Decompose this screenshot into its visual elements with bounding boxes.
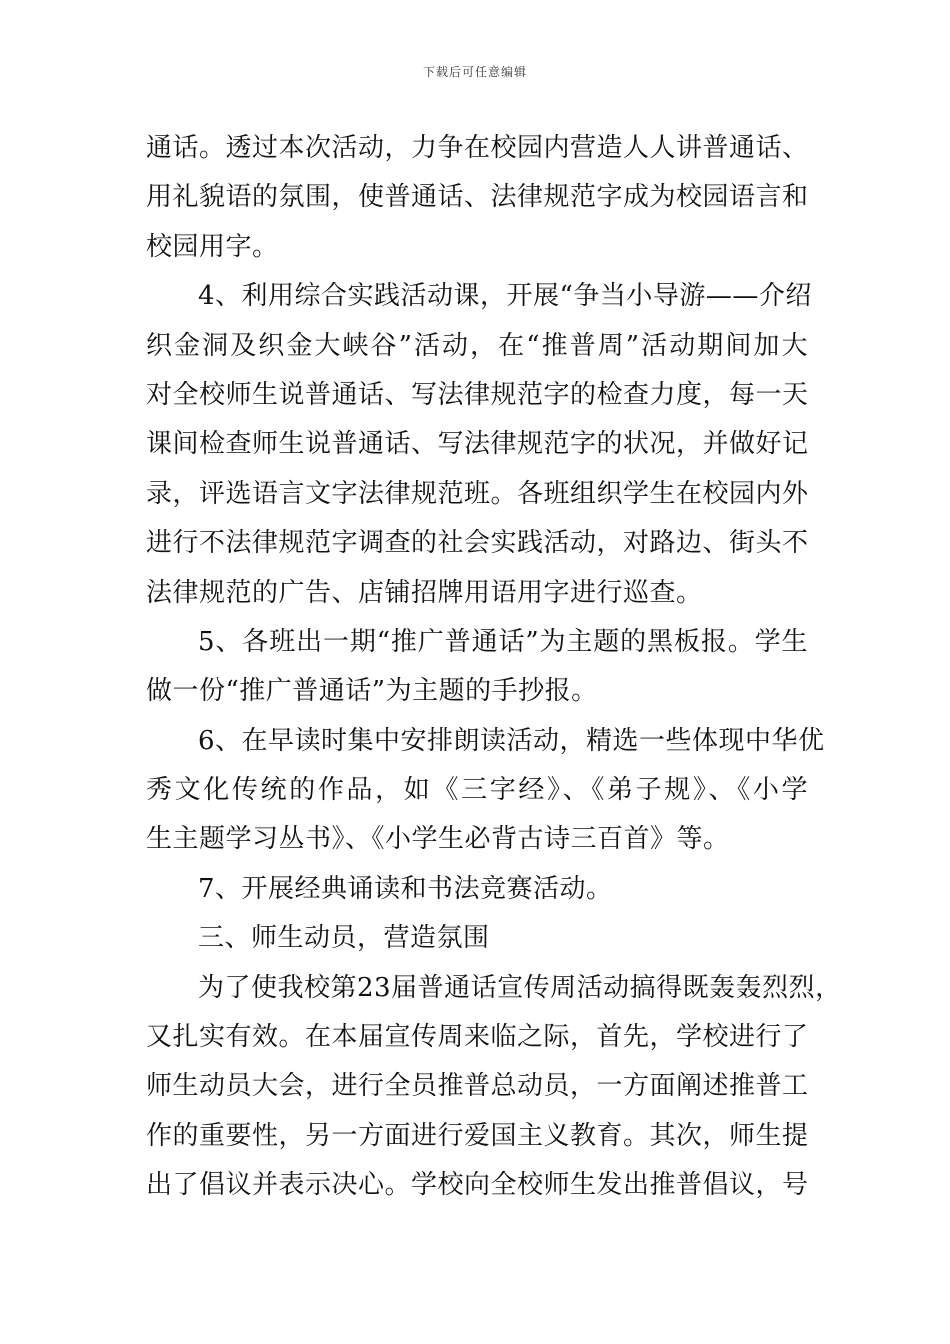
- text-line: 师生动员大会，进行全员推普总动员，一方面阐述推普工: [146, 1071, 809, 1102]
- document-body: [146, 124, 842, 1211]
- text-line: 进行不法律规范字调查的社会实践活动，对路边、街头不: [146, 528, 809, 559]
- text-line: 为了使我校第23届普通话宣传周活动搞得既轰轰烈烈，: [198, 972, 842, 1003]
- text-line: 三、师生动员，营造氛围: [198, 923, 490, 954]
- text-line: 用礼貌语的氛围，使普通话、法律规范字成为校园语言和: [146, 182, 809, 213]
- text-line: 6、在早读时集中安排朗读活动，精选一些体现中华优: [198, 725, 825, 756]
- text-line: 法律规范的广告、店铺招牌用语用字进行巡查。: [146, 577, 703, 608]
- text-line: 秀文化传统的作品，如《三字经》、《弟子规》、《小学: [146, 775, 808, 806]
- text-line: 校园用字。: [146, 231, 279, 262]
- page-header: 下载后可任意编辑: [422, 65, 527, 79]
- text-line: 4、利用综合实践活动课，开展“争当小导游——介绍: [198, 281, 812, 312]
- text-line: 生主题学习丛书》、《小学生必背古诗三百首》等。: [146, 824, 730, 855]
- text-line: 5、各班出一期“推广普通话”为主题的黑板报。学生: [198, 626, 808, 657]
- text-line: 做一份“推广普通话”为主题的手抄报。: [146, 676, 598, 707]
- text-line: 录，评选语言文字法律规范班。各班组织学生在校园内外: [146, 478, 809, 509]
- text-line: 织金洞及织金大峡谷”活动，在“推普周”活动期间加大: [146, 330, 808, 361]
- text-line: 作的重要性，另一方面进行爱国主义教育。其次，师生提: [146, 1120, 809, 1151]
- text-line: 通话。透过本次活动，力争在校园内营造人人讲普通话、: [146, 133, 809, 163]
- text-line: 7、开展经典诵读和书法竞赛活动。: [198, 873, 613, 904]
- text-line: 出了倡议并表示决心。学校向全校师生发出推普倡议，号: [146, 1170, 809, 1201]
- text-line: 又扎实有效。在本届宣传周来临之际，首先，学校进行了: [146, 1022, 809, 1053]
- text-line: 课间检查师生说普通话、写法律规范字的状况，并做好记: [146, 429, 809, 460]
- text-line: 对全校师生说普通话、写法律规范字的检查力度，每一天: [146, 379, 809, 410]
